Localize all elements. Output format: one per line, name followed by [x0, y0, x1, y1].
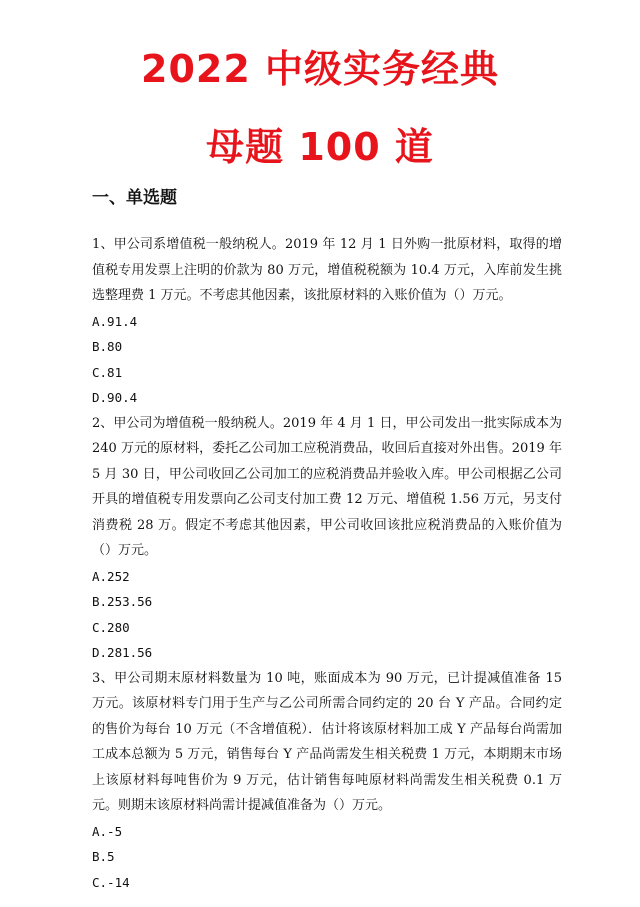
question-stem: 1、甲公司系增值税一般纳税人。2019 年 12 月 1 日外购一批原材料，取得的增值税专用发票上注明的价款为 80 万元，增值税税额为 10.4 万元，入库前发生挑选整理费 1 万元。不考虑其他因素，该批原材料的入账价值为（）万元。: [92, 237, 562, 303]
option-a: A.-5: [92, 823, 123, 839]
question-stem: 3、甲公司期末原材料数量为 10 吨，账面成本为 90 万元，已计提减值准备 15 万元。该原材料专门用于生产与乙公司所需合同约定的 20 台 Y 产品。合同约定的售价为每台 10 万元（不含增值税）．估计将该原材料加工成 Y 产品每台尚需加工成本总额为 5 万元，销售每台 Y 产品尚需发生相关税费 1 万元，本期期末市场上该原材料每吨售价为 9 万元，估计销售每吨原材料尚需发生相关税费 0.1 万元。则期末该原材料尚需计提减值准备为（）万元。: [92, 670, 562, 813]
question-3: [92, 666, 562, 896]
question-1: [92, 232, 562, 411]
option-c: C.280: [92, 619, 130, 635]
document-title-line-2: 母题 100 道: [206, 125, 434, 169]
option-a: A.91.4: [92, 313, 138, 329]
option-b: B.5: [92, 849, 115, 864]
section-heading: 一、单选题: [92, 188, 177, 208]
question-stem: 2、甲公司为增值税一般纳税人。2019 年 4 月 1 日，甲公司发出一批实际成本为 240 万元的原材料，委托乙公司加工应税消费品，收回后直接对外出售。2019 年 5 月 30 日，甲公司收回乙公司加工的应税消费品并验收入库。甲公司根据乙公司开具的增值税专用发票向乙公司支付加工费 12 万元、增值税 1.56 万元，另支付消费税 28 万。假定不考虑其他因素，甲公司收回该批应税消费品的入账价值为（）万元。: [92, 415, 562, 558]
question-2: [92, 411, 562, 666]
option-b: B.253.56: [92, 594, 153, 609]
option-d: D.281.56: [92, 645, 153, 660]
option-c: C.-14: [92, 874, 130, 890]
document-title-line-1: 2022 中级实务经典: [141, 47, 499, 91]
option-b: B.80: [92, 339, 123, 354]
question-list: [92, 232, 562, 895]
option-a: A.252: [92, 568, 130, 584]
option-d: D.90.4: [92, 390, 138, 405]
option-c: C.81: [92, 364, 123, 380]
